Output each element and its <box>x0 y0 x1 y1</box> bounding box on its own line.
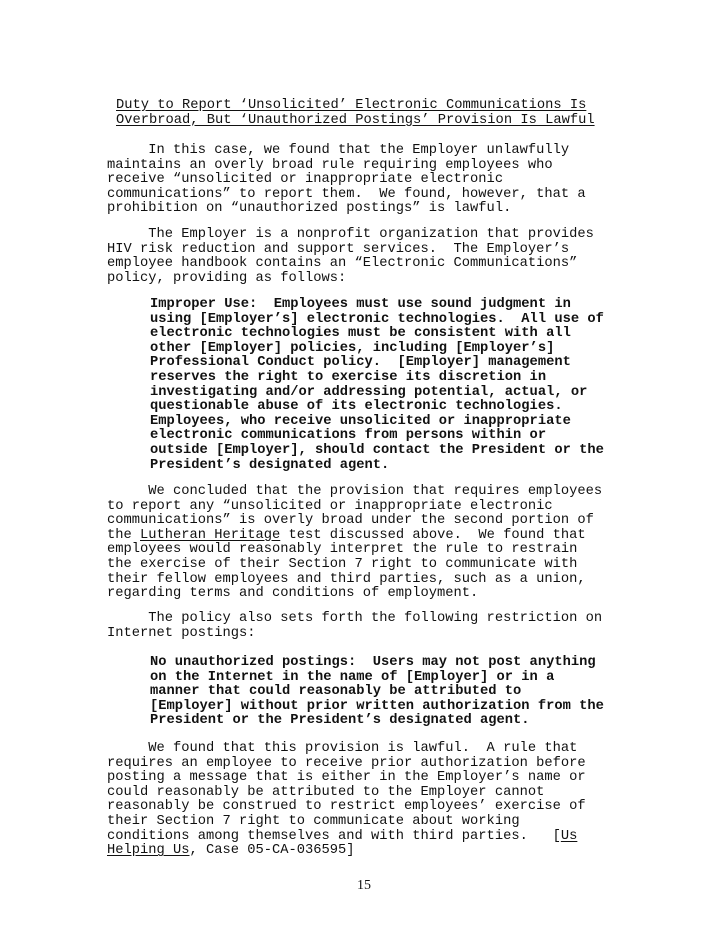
paragraph-conclusion-lawful <box>107 742 586 859</box>
quote-line: questionable abuse of its electronic technologies. <box>150 399 563 415</box>
paragraph-line <box>107 830 586 845</box>
case-citation-lutheran-heritage: Lutheran Heritage <box>140 527 281 543</box>
quote-line: reserves the right to exercise its discretion in <box>150 369 547 385</box>
paragraph-employer-description <box>107 228 594 286</box>
paragraph-line: employees would reasonably interpret the rule to restrain <box>107 542 578 558</box>
heading-line-1: Duty to Report ‘Unsolicited’ Electronic Communications Is <box>116 98 587 113</box>
paragraph-line: communications” is overly broad under the second portion of <box>107 513 594 529</box>
paragraph-line: We concluded that the provision that requires employees <box>107 484 603 499</box>
paragraph-line: receive “unsolicited or inappropriate electronic <box>107 172 504 188</box>
quote-line: outside [Employer], should contact the President or the <box>150 442 604 458</box>
case-citation-us-helping-us-part2: Helping Us <box>107 843 190 859</box>
quote-line: President’s designated agent. <box>150 457 390 473</box>
quote-line: No unauthorized postings: Users may not post anything <box>150 655 596 670</box>
quote-line: using [Employer’s] electronic technologies. All use of <box>150 311 604 327</box>
paragraph-line: We found that this provision is lawful. A rule that <box>107 741 578 756</box>
paragraph-line: prohibition on “unauthorized postings” is lawful. <box>107 201 512 217</box>
paragraph-line: communications” to report them. We found, however, that a <box>107 186 586 202</box>
paragraph-line: In this case, we found that the Employer unlawfully <box>107 143 570 158</box>
paragraph-line: to report any “unsolicited or inappropriate electronic <box>107 498 553 514</box>
paragraph-intro <box>107 144 586 217</box>
page-number: 15 <box>357 878 371 893</box>
heading-line-2: Overbroad, But ‘Unauthorized Postings’ Provision Is Lawful <box>116 112 595 128</box>
quote-line: other [Employer] policies, including [Employer’s] <box>150 340 555 356</box>
quote-line: manner that could reasonably be attributed to <box>150 684 522 700</box>
section-heading <box>116 99 595 128</box>
paragraph-line: maintains an overly broad rule requiring employees who <box>107 157 553 173</box>
text-run: the <box>107 527 141 543</box>
text-run: , Case 05-CA-036595] <box>189 843 355 859</box>
paragraph-line: reasonably be construed to restrict employees’ exercise of <box>107 799 586 815</box>
quote-line: Employees, who receive unsolicited or inappropriate <box>150 413 571 429</box>
block-quote-improper-use <box>150 298 604 473</box>
paragraph-line: The Employer is a nonprofit organization that provides <box>107 227 594 242</box>
quote-line: [Employer] without prior written authorization from the <box>150 698 604 714</box>
paragraph-line: employee handbook contains an “Electronic Communications” <box>107 256 578 272</box>
quote-line: investigating and/or addressing potential, actual, or <box>150 384 588 400</box>
paragraph-line <box>107 844 586 859</box>
paragraph-line: requires an employee to receive prior authorization before <box>107 755 586 771</box>
paragraph-line: The policy also sets forth the following restriction on <box>107 611 603 626</box>
paragraph-line: could reasonably be attributed to the Employer cannot <box>107 784 545 800</box>
paragraph-line: policy, providing as follows: <box>107 270 347 286</box>
case-citation-us-helping-us-part1: Us <box>560 828 578 844</box>
quote-line: Improper Use: Employees must use sound judgment in <box>150 297 571 312</box>
quote-line: President or the President’s designated agent. <box>150 713 530 729</box>
text-run: conditions among themselves and with third parties. [ <box>107 828 561 844</box>
paragraph-line: HIV risk reduction and support services. The Employer’s <box>107 241 570 257</box>
quote-line: on the Internet in the name of [Employer] or in a <box>150 669 555 685</box>
paragraph-line: the exercise of their Section 7 right to communicate with <box>107 556 578 572</box>
text-run: test discussed above. We found that <box>280 527 586 543</box>
quote-line: electronic communications from persons within or <box>150 428 547 444</box>
quote-line: Professional Conduct policy. [Employer] management <box>150 355 571 371</box>
paragraph-internet-postings-intro <box>107 612 602 641</box>
paragraph-line: regarding terms and conditions of employment. <box>107 586 479 602</box>
block-quote-unauthorized-postings <box>150 656 604 729</box>
paragraph-line: their Section 7 right to communicate about working <box>107 813 520 829</box>
paragraph-line: posting a message that is either in the Employer’s name or <box>107 770 586 786</box>
quote-line: electronic technologies must be consistent with all <box>150 326 571 342</box>
paragraph-conclusion-overbroad <box>107 485 602 602</box>
paragraph-line: Internet postings: <box>107 625 256 641</box>
paragraph-line: their fellow employees and third parties, such as a union, <box>107 571 586 587</box>
